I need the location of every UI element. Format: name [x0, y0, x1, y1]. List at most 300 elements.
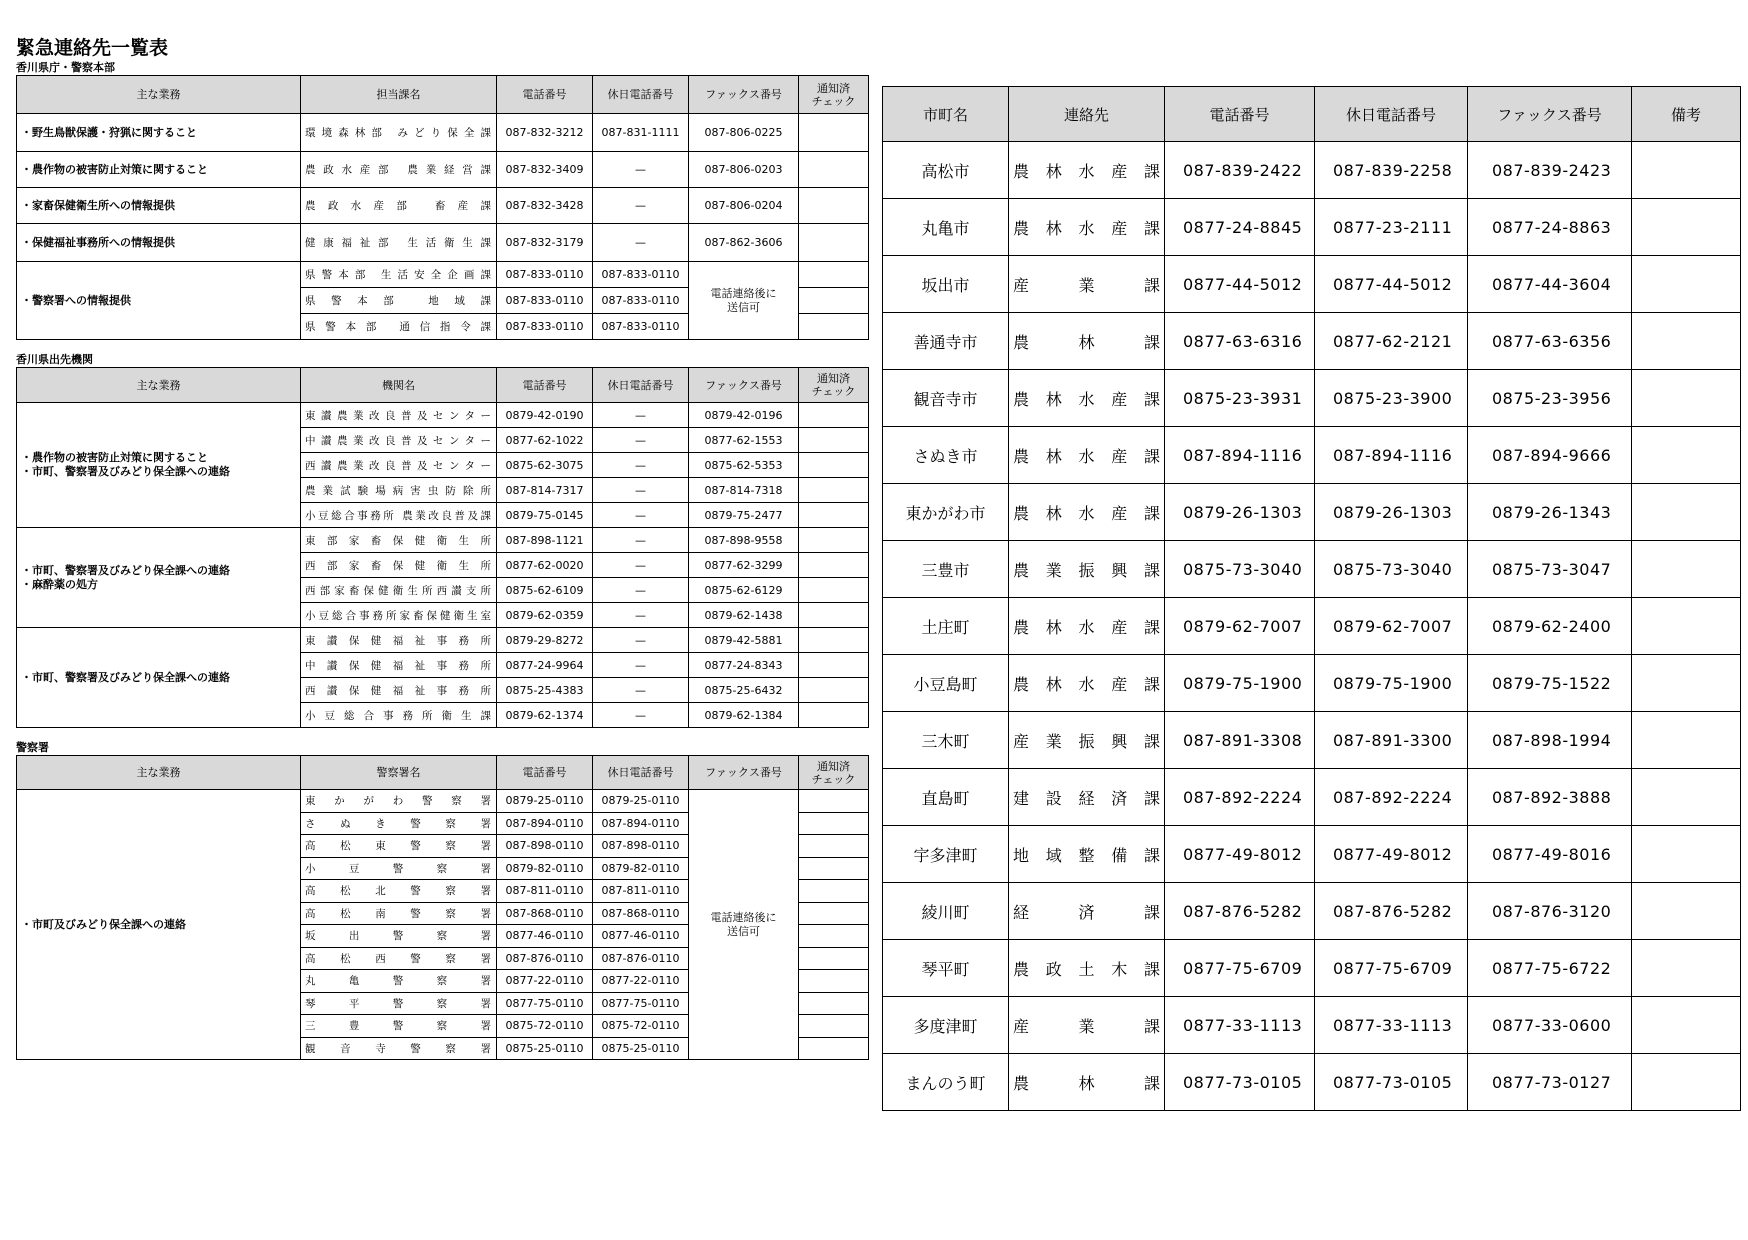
holiday-phone: —: [593, 152, 689, 188]
fax-number: 087-898-9558: [689, 528, 799, 553]
column-header: 電話番号: [497, 368, 593, 403]
table-row: [17, 528, 869, 553]
table-row: [17, 403, 869, 428]
remarks-cell: [1632, 1054, 1741, 1111]
notified-check: [799, 902, 869, 925]
org-name: 西讃農業改良普及センター: [301, 453, 497, 478]
task-cell: ・野生鳥獣保護・狩猟に関すること: [17, 114, 301, 152]
section-title-branch: 香川県出先機関: [16, 353, 93, 366]
column-header: 主な業務: [17, 756, 301, 790]
holiday-phone: —: [593, 224, 689, 262]
org-name: 健康福祉部 生活衛生課: [301, 224, 497, 262]
holiday-phone: —: [593, 653, 689, 678]
notified-check: [799, 314, 869, 340]
city-name: 宇多津町: [883, 826, 1009, 883]
department-name: 産業課: [1009, 997, 1165, 1054]
table-row: [883, 541, 1741, 598]
org-name: 高松西警察署: [301, 947, 497, 970]
holiday-phone: 0879-75-1900: [1315, 655, 1468, 712]
department-name: 農林水産課: [1009, 655, 1165, 712]
phone-number: 0875-25-0110: [497, 1037, 593, 1060]
column-header: 備考: [1632, 87, 1741, 142]
org-name: 県警本部 地域課: [301, 288, 497, 314]
department-name: 農林水産課: [1009, 598, 1165, 655]
notified-check: [799, 288, 869, 314]
phone-number: 0879-42-0190: [497, 403, 593, 428]
notified-check: [799, 478, 869, 503]
task-cell: ・警察署への情報提供: [17, 262, 301, 340]
holiday-phone: 0877-46-0110: [593, 925, 689, 948]
department-name: 農林水産課: [1009, 370, 1165, 427]
notified-check: [799, 835, 869, 858]
notified-check: [799, 992, 869, 1015]
phone-number: 0879-29-8272: [497, 628, 593, 653]
table-row: [883, 655, 1741, 712]
holiday-phone: 0879-26-1303: [1315, 484, 1468, 541]
table-row: [883, 313, 1741, 370]
holiday-phone: 087-833-0110: [593, 314, 689, 340]
city-name: 綾川町: [883, 883, 1009, 940]
org-name: 西部家畜保健衛生所: [301, 553, 497, 578]
notified-check: [799, 553, 869, 578]
notified-check: [799, 628, 869, 653]
table-row: [17, 790, 869, 813]
fax-number: 0877-75-6722: [1468, 940, 1632, 997]
phone-number: 087-894-0110: [497, 812, 593, 835]
phone-number: 087-876-0110: [497, 947, 593, 970]
phone-number: 0875-25-4383: [497, 678, 593, 703]
column-header: ファックス番号: [1468, 87, 1632, 142]
phone-number: 0877-62-0020: [497, 553, 593, 578]
department-name: 建設経済課: [1009, 769, 1165, 826]
fax-number: 0877-44-3604: [1468, 256, 1632, 313]
phone-number: 0877-24-8845: [1165, 199, 1315, 256]
fax-number: 0879-26-1343: [1468, 484, 1632, 541]
notified-check: [799, 152, 869, 188]
notified-check: [799, 678, 869, 703]
city-name: 小豆島町: [883, 655, 1009, 712]
fax-number: 087-862-3606: [689, 224, 799, 262]
section-title-police: 警察署: [16, 741, 49, 754]
column-header: 主な業務: [17, 76, 301, 114]
holiday-phone: 0877-62-2121: [1315, 313, 1468, 370]
holiday-phone: —: [593, 428, 689, 453]
city-name: 坂出市: [883, 256, 1009, 313]
fax-number: 0875-25-6432: [689, 678, 799, 703]
holiday-phone: 087-833-0110: [593, 288, 689, 314]
notified-check: [799, 403, 869, 428]
org-name: 三豊警察署: [301, 1015, 497, 1038]
phone-number: 0877-75-0110: [497, 992, 593, 1015]
task-cell: ・市町及びみどり保全課への連絡: [17, 790, 301, 1060]
holiday-phone: 0877-75-6709: [1315, 940, 1468, 997]
notified-check: [799, 262, 869, 288]
org-name: 中讃農業改良普及センター: [301, 428, 497, 453]
org-name: 県警本部 生活安全企画課: [301, 262, 497, 288]
city-name: 高松市: [883, 142, 1009, 199]
city-name: 善通寺市: [883, 313, 1009, 370]
notified-check: [799, 1015, 869, 1038]
remarks-cell: [1632, 199, 1741, 256]
holiday-phone: 0877-22-0110: [593, 970, 689, 993]
fax-number: 0875-23-3956: [1468, 370, 1632, 427]
notified-check: [799, 790, 869, 813]
document-title: 緊急連絡先一覧表: [16, 37, 169, 59]
phone-number: 087-814-7317: [497, 478, 593, 503]
phone-number: 0875-72-0110: [497, 1015, 593, 1038]
column-header: 警察署名: [301, 756, 497, 790]
notified-check: [799, 947, 869, 970]
notified-check: [799, 453, 869, 478]
city-name: 三豊市: [883, 541, 1009, 598]
remarks-cell: [1632, 484, 1741, 541]
holiday-phone: —: [593, 578, 689, 603]
fax-number: 087-894-9666: [1468, 427, 1632, 484]
fax-number: 087-892-3888: [1468, 769, 1632, 826]
department-name: 農林水産課: [1009, 199, 1165, 256]
org-name: 観音寺警察署: [301, 1037, 497, 1060]
org-name: 高松北警察署: [301, 880, 497, 903]
org-name: 東讃保健福祉事務所: [301, 628, 497, 653]
column-header: ファックス番号: [689, 368, 799, 403]
column-header: 電話番号: [497, 756, 593, 790]
phone-number: 087-833-0110: [497, 314, 593, 340]
table-row: [17, 152, 869, 188]
department-name: 農業振興課: [1009, 541, 1165, 598]
phone-number: 0877-62-1022: [497, 428, 593, 453]
phone-number: 087-898-1121: [497, 528, 593, 553]
fax-number: 0879-62-2400: [1468, 598, 1632, 655]
org-name: 小豆警察署: [301, 857, 497, 880]
table-row: [17, 628, 869, 653]
fax-number: 087-806-0225: [689, 114, 799, 152]
department-name: 産業課: [1009, 256, 1165, 313]
phone-number: 0879-75-0145: [497, 503, 593, 528]
fax-number: 0879-62-1384: [689, 703, 799, 728]
fax-number: 0877-24-8343: [689, 653, 799, 678]
department-name: 農林課: [1009, 313, 1165, 370]
phone-number: 0875-73-3040: [1165, 541, 1315, 598]
phone-number: 0877-75-6709: [1165, 940, 1315, 997]
notified-check: [799, 1037, 869, 1060]
city-name: さぬき市: [883, 427, 1009, 484]
phone-number: 0877-73-0105: [1165, 1054, 1315, 1111]
remarks-cell: [1632, 598, 1741, 655]
fax-number: 0879-75-2477: [689, 503, 799, 528]
fax-number: 0877-63-6356: [1468, 313, 1632, 370]
fax-number: 0879-42-5881: [689, 628, 799, 653]
phone-number: 087-898-0110: [497, 835, 593, 858]
department-name: 農林水産課: [1009, 484, 1165, 541]
org-name: 坂出警察署: [301, 925, 497, 948]
phone-number: 087-876-5282: [1165, 883, 1315, 940]
left-column: [16, 36, 868, 1060]
column-header: 通知済 チェック: [799, 756, 869, 790]
task-cell: ・農作物の被害防止対策に関すること ・市町、警察署及びみどり保全課への連絡: [17, 403, 301, 528]
phone-number: 0875-62-3075: [497, 453, 593, 478]
phone-number: 0879-62-0359: [497, 603, 593, 628]
org-name: 高松南警察署: [301, 902, 497, 925]
org-name: 環境森林部 みどり保全課: [301, 114, 497, 152]
holiday-phone: —: [593, 678, 689, 703]
table-row: [883, 370, 1741, 427]
remarks-cell: [1632, 370, 1741, 427]
table-row: [883, 256, 1741, 313]
table-row: [17, 188, 869, 224]
city-name: 琴平町: [883, 940, 1009, 997]
city-name: 土庄町: [883, 598, 1009, 655]
org-name: 西部家畜保健衛生所西讃支所: [301, 578, 497, 603]
task-cell: ・農作物の被害防止対策に関すること: [17, 152, 301, 188]
table-row: [883, 484, 1741, 541]
org-name: 小豆総合事務所衛生課: [301, 703, 497, 728]
city-name: 観音寺市: [883, 370, 1009, 427]
column-header: 休日電話番号: [593, 756, 689, 790]
department-name: 農林水産課: [1009, 427, 1165, 484]
org-name: 小豆総合事務所 農業改良普及課: [301, 503, 497, 528]
table-header-row: [883, 87, 1741, 142]
column-header: 機関名: [301, 368, 497, 403]
phone-number: 0877-46-0110: [497, 925, 593, 948]
branch-table: [16, 367, 869, 728]
department-name: 産業振興課: [1009, 712, 1165, 769]
fax-note: 電話連絡後に 送信可: [689, 262, 799, 340]
task-cell: ・市町、警察署及びみどり保全課への連絡: [17, 628, 301, 728]
phone-number: 087-832-3409: [497, 152, 593, 188]
holiday-phone: 0877-73-0105: [1315, 1054, 1468, 1111]
holiday-phone: —: [593, 553, 689, 578]
phone-number: 0879-75-1900: [1165, 655, 1315, 712]
notified-check: [799, 528, 869, 553]
fax-number: 0877-73-0127: [1468, 1054, 1632, 1111]
phone-number: 0877-24-9964: [497, 653, 593, 678]
fax-number: 087-876-3120: [1468, 883, 1632, 940]
holiday-phone: 087-868-0110: [593, 902, 689, 925]
fax-number: 0877-24-8863: [1468, 199, 1632, 256]
phone-number: 0877-33-1113: [1165, 997, 1315, 1054]
column-header: 通知済 チェック: [799, 76, 869, 114]
table-row: [883, 712, 1741, 769]
fax-number: 087-839-2423: [1468, 142, 1632, 199]
column-header: 担当課名: [301, 76, 497, 114]
notified-check: [799, 188, 869, 224]
city-name: 東かがわ市: [883, 484, 1009, 541]
department-name: 経済課: [1009, 883, 1165, 940]
org-name: さぬき警察署: [301, 812, 497, 835]
holiday-phone: 087-811-0110: [593, 880, 689, 903]
fax-number: 0875-62-5353: [689, 453, 799, 478]
notified-check: [799, 857, 869, 880]
holiday-phone: 0875-72-0110: [593, 1015, 689, 1038]
fax-number: 0879-62-1438: [689, 603, 799, 628]
phone-number: 087-832-3428: [497, 188, 593, 224]
notified-check: [799, 578, 869, 603]
table-row: [883, 427, 1741, 484]
table-row: [883, 142, 1741, 199]
table-row: [883, 883, 1741, 940]
org-name: 東かがわ警察署: [301, 790, 497, 813]
fax-number: 0879-75-1522: [1468, 655, 1632, 712]
remarks-cell: [1632, 655, 1741, 712]
phone-number: 087-833-0110: [497, 288, 593, 314]
phone-number: 087-833-0110: [497, 262, 593, 288]
remarks-cell: [1632, 313, 1741, 370]
remarks-cell: [1632, 940, 1741, 997]
holiday-phone: —: [593, 453, 689, 478]
department-name: 農政土木課: [1009, 940, 1165, 997]
org-name: 小豆総合事務所家畜保健衛生室: [301, 603, 497, 628]
holiday-phone: —: [593, 403, 689, 428]
department-name: 農林課: [1009, 1054, 1165, 1111]
phone-number: 087-839-2422: [1165, 142, 1315, 199]
table-row: [883, 598, 1741, 655]
org-name: 農政水産部 畜産課: [301, 188, 497, 224]
holiday-phone: 087-839-2258: [1315, 142, 1468, 199]
column-header: 電話番号: [497, 76, 593, 114]
fax-number: 087-898-1994: [1468, 712, 1632, 769]
phone-number: 0877-22-0110: [497, 970, 593, 993]
holiday-phone: 0877-33-1113: [1315, 997, 1468, 1054]
city-name: 三木町: [883, 712, 1009, 769]
holiday-phone: —: [593, 478, 689, 503]
column-header: 主な業務: [17, 368, 301, 403]
notified-check: [799, 503, 869, 528]
table-row: [883, 1054, 1741, 1111]
phone-number: 0879-25-0110: [497, 790, 593, 813]
table-row: [17, 114, 869, 152]
phone-number: 0877-44-5012: [1165, 256, 1315, 313]
fax-number: 0875-73-3047: [1468, 541, 1632, 598]
remarks-cell: [1632, 712, 1741, 769]
fax-number: 087-806-0203: [689, 152, 799, 188]
table-row: [883, 769, 1741, 826]
notified-check: [799, 970, 869, 993]
phone-number: 087-832-3212: [497, 114, 593, 152]
org-name: 中讃保健福祉事務所: [301, 653, 497, 678]
phone-number: 0875-23-3931: [1165, 370, 1315, 427]
remarks-cell: [1632, 256, 1741, 313]
city-name: 多度津町: [883, 997, 1009, 1054]
phone-number: 0879-62-1374: [497, 703, 593, 728]
holiday-phone: 087-894-0110: [593, 812, 689, 835]
right-column: [882, 86, 1740, 1111]
notified-check: [799, 653, 869, 678]
notified-check: [799, 224, 869, 262]
phone-number: 0879-82-0110: [497, 857, 593, 880]
org-name: 農政水産部 農業経営課: [301, 152, 497, 188]
notified-check: [799, 880, 869, 903]
holiday-phone: —: [593, 703, 689, 728]
phone-number: 087-868-0110: [497, 902, 593, 925]
task-cell: ・家畜保健衛生所への情報提供: [17, 188, 301, 224]
notified-check: [799, 925, 869, 948]
org-name: 高松東警察署: [301, 835, 497, 858]
notified-check: [799, 812, 869, 835]
fax-number: 0879-42-0196: [689, 403, 799, 428]
holiday-phone: 0877-44-5012: [1315, 256, 1468, 313]
holiday-phone: —: [593, 188, 689, 224]
holiday-phone: —: [593, 503, 689, 528]
fax-number: 0877-33-0600: [1468, 997, 1632, 1054]
column-header: 休日電話番号: [593, 76, 689, 114]
holiday-phone: 087-831-1111: [593, 114, 689, 152]
column-header: 連絡先: [1009, 87, 1165, 142]
org-name: 県警本部 通信指令課: [301, 314, 497, 340]
table-header-row: [17, 756, 869, 790]
remarks-cell: [1632, 826, 1741, 883]
phone-number: 087-891-3308: [1165, 712, 1315, 769]
column-header: 電話番号: [1165, 87, 1315, 142]
holiday-phone: 087-898-0110: [593, 835, 689, 858]
table-row: [883, 199, 1741, 256]
holiday-phone: 0879-25-0110: [593, 790, 689, 813]
phone-number: 087-832-3179: [497, 224, 593, 262]
holiday-phone: 0877-23-2111: [1315, 199, 1468, 256]
column-header: ファックス番号: [689, 756, 799, 790]
section-title-prefecture: 香川県庁・警察本部: [16, 61, 115, 74]
column-header: 休日電話番号: [593, 368, 689, 403]
phone-number: 0877-63-6316: [1165, 313, 1315, 370]
holiday-phone: 0875-73-3040: [1315, 541, 1468, 598]
task-cell: ・保健福祉事務所への情報提供: [17, 224, 301, 262]
department-name: 農林水産課: [1009, 142, 1165, 199]
holiday-phone: —: [593, 603, 689, 628]
task-cell: ・市町、警察署及びみどり保全課への連絡 ・麻酔薬の処方: [17, 528, 301, 628]
table-row: [883, 997, 1741, 1054]
holiday-phone: —: [593, 628, 689, 653]
city-name: まんのう町: [883, 1054, 1009, 1111]
table-row: [883, 940, 1741, 997]
holiday-phone: 087-876-0110: [593, 947, 689, 970]
table-row: [17, 224, 869, 262]
holiday-phone: 0875-23-3900: [1315, 370, 1468, 427]
fax-number: 0877-49-8016: [1468, 826, 1632, 883]
remarks-cell: [1632, 142, 1741, 199]
column-header: ファックス番号: [689, 76, 799, 114]
org-name: 農業試験場病害虫防除所: [301, 478, 497, 503]
column-header: 通知済 チェック: [799, 368, 869, 403]
fax-number: 0877-62-1553: [689, 428, 799, 453]
holiday-phone: 0879-82-0110: [593, 857, 689, 880]
fax-note: 電話連絡後に 送信可: [689, 790, 799, 1060]
table-header-row: [17, 368, 869, 403]
remarks-cell: [1632, 541, 1741, 598]
phone-number: 087-894-1116: [1165, 427, 1315, 484]
phone-number: 0875-62-6109: [497, 578, 593, 603]
org-name: 琴平警察署: [301, 992, 497, 1015]
phone-number: 0879-26-1303: [1165, 484, 1315, 541]
holiday-phone: 087-833-0110: [593, 262, 689, 288]
holiday-phone: 0875-25-0110: [593, 1037, 689, 1060]
holiday-phone: 087-892-2224: [1315, 769, 1468, 826]
holiday-phone: 087-876-5282: [1315, 883, 1468, 940]
remarks-cell: [1632, 427, 1741, 484]
phone-number: 087-811-0110: [497, 880, 593, 903]
remarks-cell: [1632, 997, 1741, 1054]
org-name: 西讃保健福祉事務所: [301, 678, 497, 703]
table-row: [17, 262, 869, 288]
table-header-row: [17, 76, 869, 114]
department-name: 地域整備課: [1009, 826, 1165, 883]
holiday-phone: 0877-75-0110: [593, 992, 689, 1015]
holiday-phone: 087-891-3300: [1315, 712, 1468, 769]
org-name: 東讃農業改良普及センター: [301, 403, 497, 428]
remarks-cell: [1632, 769, 1741, 826]
org-name: 東部家畜保健衛生所: [301, 528, 497, 553]
police-table: [16, 755, 869, 1060]
holiday-phone: 087-894-1116: [1315, 427, 1468, 484]
fax-number: 0877-62-3299: [689, 553, 799, 578]
